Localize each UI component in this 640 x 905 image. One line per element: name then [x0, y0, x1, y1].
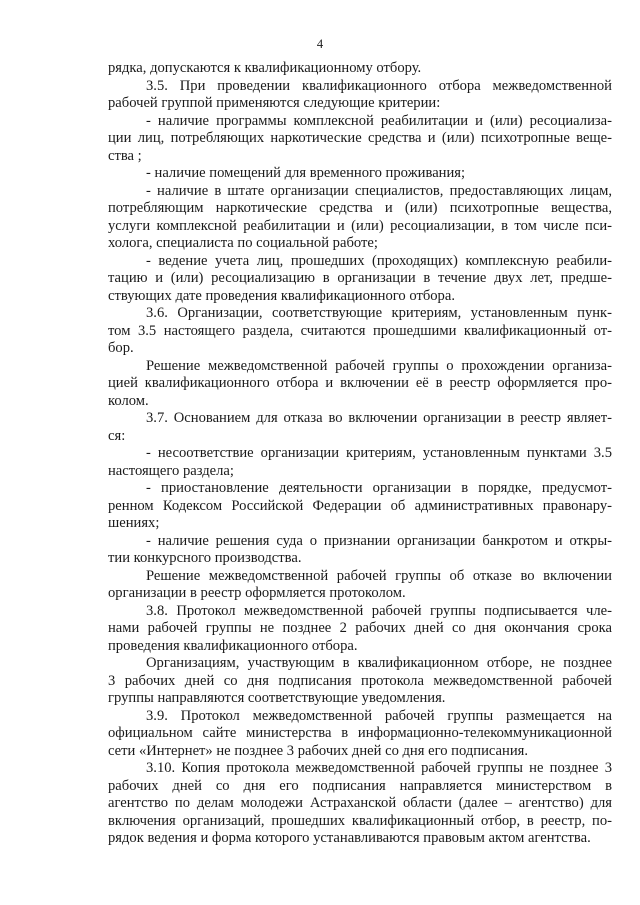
text-line: рабочей группой применяются следующие критерии: — [108, 95, 441, 111]
text-line: 3.9. Протокол межведомственной рабочей группы размещается на — [146, 707, 612, 724]
page-number: 4 — [316, 37, 324, 51]
text-line: шениях; — [108, 515, 160, 531]
text-line: - приостановление деятельности организации в порядке, предусмот- — [146, 480, 612, 496]
text-line: тии конкурсного производства. — [108, 550, 302, 566]
document-body — [108, 60, 612, 848]
text-line: официальном сайте министерства в информационно-телекоммуникационной — [108, 725, 612, 741]
text-line: цией квалификационного отбора и включении её в реестр оформляется про- — [108, 375, 612, 391]
text-line: ся: — [108, 427, 126, 444]
text-line: Организациям, участвующим в квалификационном отборе, не позднее — [146, 655, 612, 671]
text-line: ства ; — [108, 147, 142, 164]
text-line: тацию и (или) ресоциализацию в организации в течение двух лет, предше- — [108, 270, 612, 286]
text-line: - наличие решения суда о признании организации банкротом и откры- — [146, 532, 612, 549]
text-line: том 3.5 настоящего раздела, считаются прошедшими квалификационный от- — [108, 322, 612, 339]
text-line: - наличие помещений для временного проживания; — [146, 165, 466, 181]
text-line: ствующих дате проведения квалификационного отбора. — [108, 287, 455, 304]
text-line: организации в реестр оформляется протоколом. — [108, 585, 406, 601]
text-line: потребляющим наркотические средства и (или) психотропные вещества, — [108, 200, 612, 216]
text-line: 3.7. Основанием для отказа во включении организации в реестр являет- — [146, 410, 612, 426]
text-line: 3.10. Копия протокола межведомственной рабочей группы не позднее 3 — [146, 760, 612, 776]
text-line: ренном Кодексом Российской Федерации об административных правонару- — [108, 497, 612, 514]
text-line: - наличие программы комплексной реабилитации и (или) ресоциализа- — [146, 112, 612, 129]
text-line: 3 рабочих дней со дня подписания протокола межведомственной рабочей — [108, 672, 612, 689]
text-line: бор. — [108, 340, 134, 356]
text-line: - ведение учета лиц, прошедших (проходящих) комплексную реабили- — [146, 252, 612, 269]
text-line: услуги комплексной реабилитации и (или) ресоциализации, в том числе пси- — [108, 217, 612, 234]
text-line: рабочих дней со дня его подписания направляется министерством в — [108, 777, 612, 794]
text-line: включения организаций, прошедших квалификационный отбор, в реестр, по- — [108, 812, 612, 829]
text-line: нами рабочей группы не позднее 2 рабочих дней со дня окончания срока — [108, 620, 612, 636]
text-line: рядок ведения и форма которого устанавливаются правовым актом агентства. — [108, 830, 591, 846]
text-line: сети «Интернет» не позднее 3 рабочих дней со дня его подписания. — [108, 742, 528, 759]
text-line: - наличие в штате организации специалистов, предоставляющих лицам, — [146, 182, 612, 199]
text-line: Решение межведомственной рабочей группы об отказе во включении — [146, 567, 612, 584]
text-line: настоящего раздела; — [108, 462, 234, 479]
text-line: холога, специалиста по социальной работе; — [108, 235, 378, 251]
text-line: - несоответствие организации критериям, установленным пунктами 3.5 — [146, 445, 612, 461]
text-line: 3.5. При проведении квалификационного отбора межведомственной — [146, 77, 612, 94]
text-line: Решение межведомственной рабочей группы о прохождении организа- — [146, 357, 612, 374]
text-line: колом. — [108, 392, 149, 409]
text-line: ции лиц, потребляющих наркотические средства и (или) психотропные веще- — [108, 130, 612, 146]
text-line: группы направляются соответствующие уведомления. — [108, 690, 446, 706]
text-line: агентство по делам молодежи Астраханской области (далее – агентство) для — [108, 795, 612, 811]
text-line: 3.8. Протокол межведомственной рабочей группы подписывается чле- — [146, 602, 612, 619]
text-line: рядка, допускаются к квалификационному отбору. — [108, 60, 422, 76]
text-line: проведения квалификационного отбора. — [108, 637, 358, 654]
text-line: 3.6. Организации, соответствующие критериям, установленным пунк- — [146, 305, 612, 321]
